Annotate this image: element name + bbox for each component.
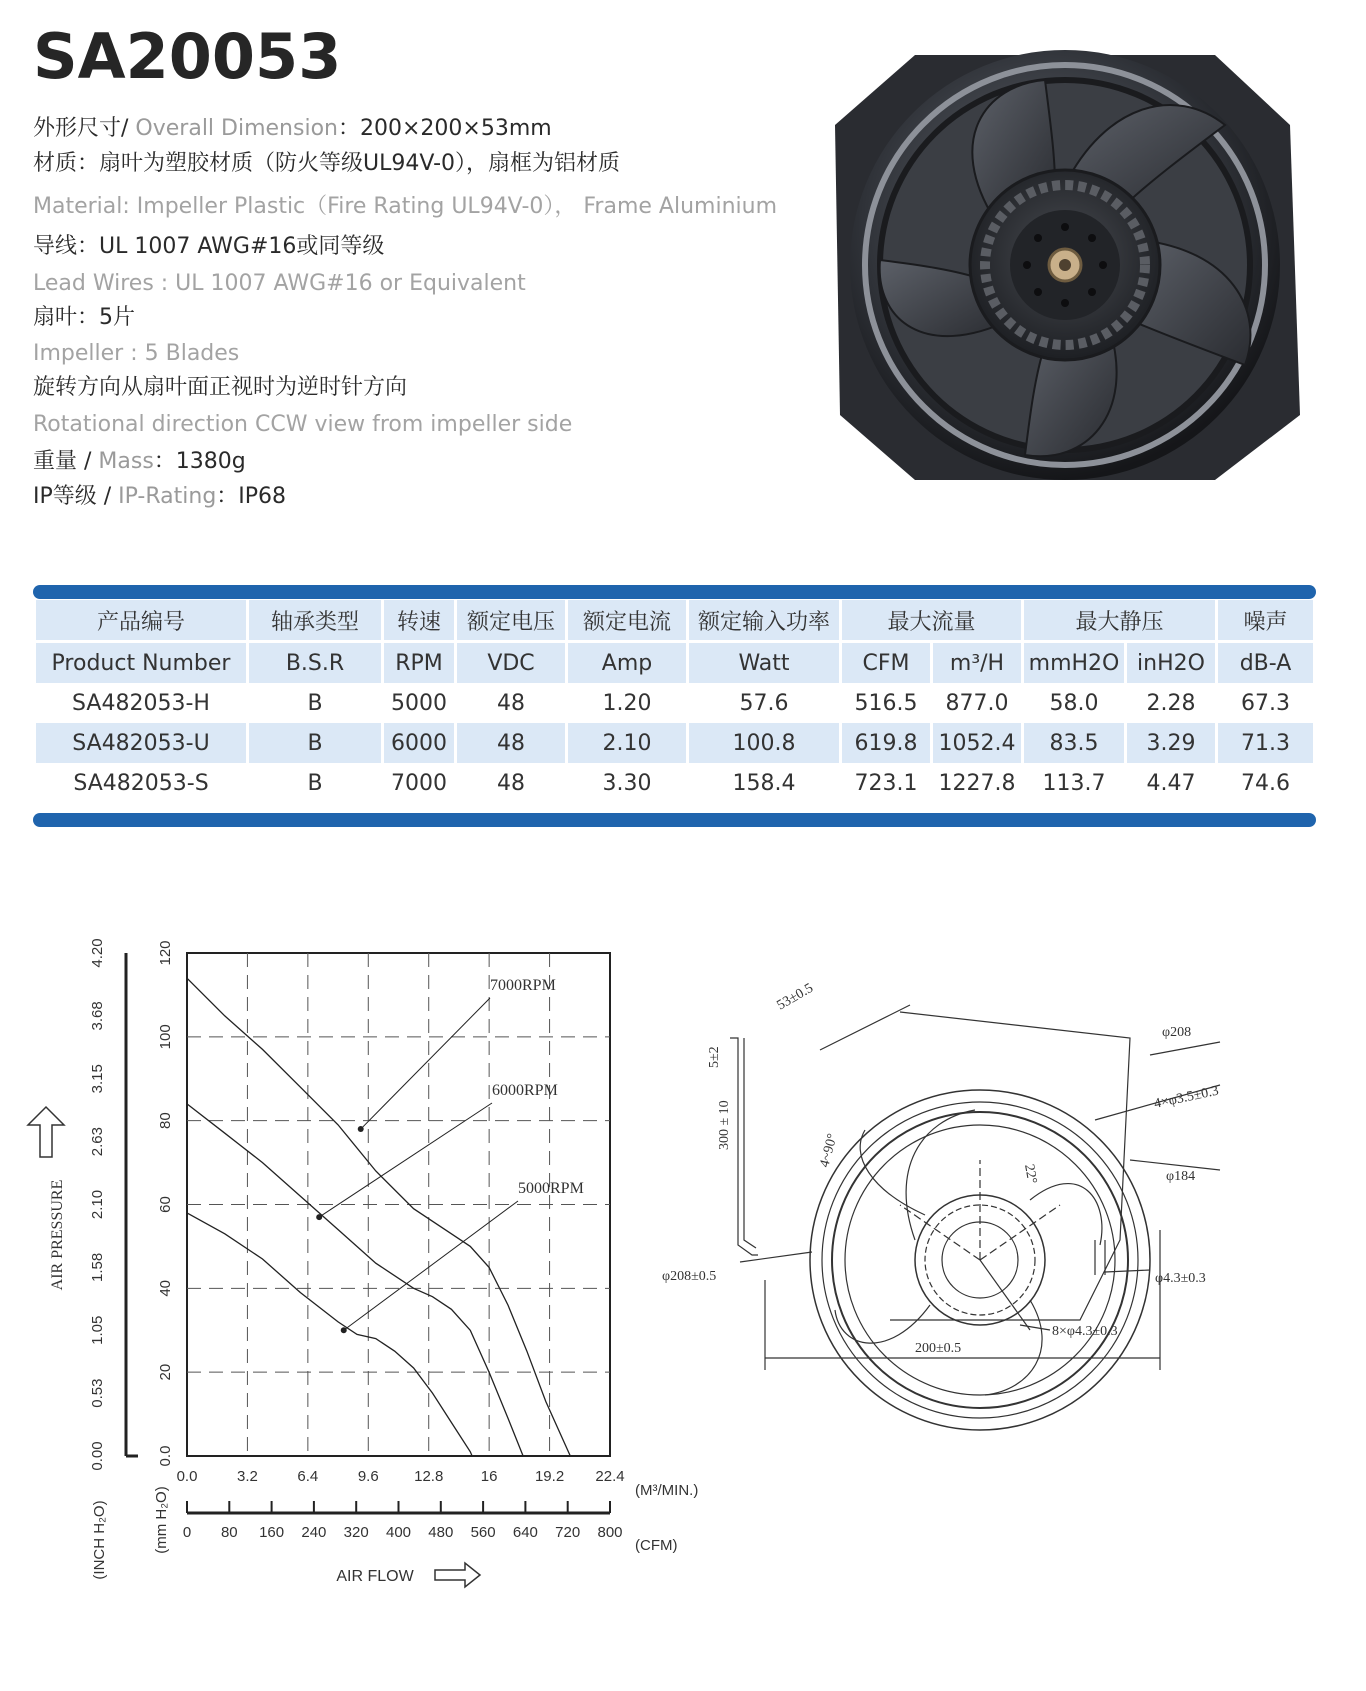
dim-label: 4~90° bbox=[817, 1132, 841, 1170]
cfm-tick-label: 400 bbox=[385, 1524, 412, 1541]
series-leader bbox=[361, 998, 490, 1129]
cell: SA482053-H bbox=[72, 690, 210, 716]
cell: 2.10 bbox=[568, 723, 686, 763]
dim-label: 4×φ3.5±0.3 bbox=[1152, 1083, 1221, 1112]
material-en: Material: Impeller Plastic（Fire Rating UL94V-0）， Frame Aluminium bbox=[33, 194, 777, 219]
cell: 113.7 bbox=[1042, 770, 1106, 796]
lead-en: Lead Wires : UL 1007 AWG#16 or Equivalent bbox=[33, 271, 526, 296]
cell: 3.29 bbox=[1127, 723, 1215, 763]
model-title: SA20053 bbox=[33, 20, 342, 93]
pressure-arrow-icon bbox=[28, 1107, 64, 1157]
mm-tick-label: 100 bbox=[157, 1024, 174, 1050]
dim-label: 300 ± 10 bbox=[717, 1100, 732, 1150]
inch-tick-label: 0.53 bbox=[89, 1378, 106, 1408]
cell: 6000 bbox=[384, 723, 454, 763]
x-tick-label: 12.8 bbox=[414, 1468, 444, 1485]
cell: 74.6 bbox=[1241, 770, 1290, 796]
dim-label: 53±0.5 bbox=[774, 980, 816, 1014]
series-leader-tip bbox=[341, 1327, 347, 1333]
header-cell: 额定电流 bbox=[568, 600, 686, 640]
header-cell: VDC bbox=[457, 640, 565, 683]
cell: 877.0 bbox=[945, 690, 1009, 716]
cell: B bbox=[307, 770, 323, 796]
cell: SA482053-S bbox=[73, 770, 209, 796]
mm-tick-label: 60 bbox=[157, 1196, 174, 1213]
cell: 71.3 bbox=[1218, 723, 1313, 763]
cell: 516.5 bbox=[854, 690, 918, 716]
x-tick-label: 6.4 bbox=[297, 1468, 319, 1485]
pq-chart bbox=[49, 935, 760, 1625]
cfm-tick-label: 560 bbox=[470, 1524, 496, 1541]
series-leader-tip bbox=[358, 1126, 364, 1132]
x-axis-title: AIR FLOW bbox=[336, 1568, 414, 1585]
cell: 100.8 bbox=[689, 723, 839, 763]
cell: 48 bbox=[497, 770, 525, 796]
inch-tick-label: 3.68 bbox=[89, 1001, 106, 1031]
header-cell: inH2O bbox=[1127, 640, 1215, 683]
cell: B bbox=[249, 723, 381, 763]
cell: 158.4 bbox=[732, 770, 796, 796]
cfm-tick-label: 800 bbox=[597, 1524, 623, 1541]
cell: B bbox=[307, 690, 323, 716]
table-header-cn bbox=[36, 600, 1313, 640]
y-unit-right: (mm H₂O) bbox=[153, 1486, 170, 1554]
cell: 48 bbox=[497, 690, 525, 716]
curve-5000rpm bbox=[187, 1213, 472, 1456]
cell: SA482053-U bbox=[36, 723, 246, 763]
header-cell: 噪声 bbox=[1218, 600, 1313, 640]
header-cell: m³/H bbox=[933, 640, 1021, 683]
airflow-arrow-icon bbox=[435, 1563, 480, 1587]
x-tick-label: 16 bbox=[480, 1468, 498, 1485]
header-cell: CFM bbox=[842, 640, 930, 683]
header-cell: 最大流量 bbox=[842, 600, 1021, 640]
inch-tick-label: 2.10 bbox=[89, 1189, 106, 1220]
rotation-cn: 旋转方向从扇叶面正视时为逆时针方向 bbox=[33, 375, 408, 400]
rotation-en: Rotational direction CCW view from impeller side bbox=[33, 412, 573, 437]
dim-label: 5±2 bbox=[707, 1046, 722, 1068]
series-label: 6000RPM bbox=[492, 1082, 558, 1099]
x-unit-top: (M³/MIN.) bbox=[635, 1482, 699, 1499]
x-tick-label: 0.0 bbox=[176, 1468, 198, 1485]
dim-label: φ208±0.5 bbox=[662, 1269, 717, 1284]
inch-tick-label: 0.00 bbox=[89, 1441, 106, 1471]
dimension-drawing bbox=[662, 980, 1350, 1460]
cell: 1052.4 bbox=[933, 723, 1021, 763]
header-cell: 轴承类型 bbox=[249, 600, 381, 640]
cell: 7000 bbox=[391, 770, 447, 796]
header-cell: Watt bbox=[689, 640, 839, 683]
cell: 57.6 bbox=[739, 690, 789, 716]
dim-label: φ184 bbox=[1166, 1169, 1196, 1184]
inch-tick-label: 3.15 bbox=[89, 1064, 106, 1094]
y-axis-title: AIR PRESSURE bbox=[49, 1179, 66, 1291]
mass-line: 重量 / Mass：1380g bbox=[33, 449, 246, 474]
cell: 48 bbox=[457, 723, 565, 763]
header-cell: 额定输入功率 bbox=[689, 600, 839, 640]
cell: 58.0 bbox=[1049, 690, 1099, 716]
cell: 83.5 bbox=[1024, 723, 1124, 763]
dim-label: 8×φ4.3±0.3 bbox=[1052, 1324, 1118, 1339]
cell: 723.1 bbox=[854, 770, 918, 796]
series-label: 7000RPM bbox=[490, 977, 556, 994]
cfm-tick-label: 320 bbox=[343, 1524, 369, 1541]
table-row bbox=[36, 683, 1313, 723]
series-leader-tip bbox=[316, 1214, 322, 1220]
x-tick-label: 22.4 bbox=[595, 1468, 625, 1485]
cell: 2.28 bbox=[1146, 690, 1196, 716]
cell: 1227.8 bbox=[938, 770, 1016, 796]
material-cn: 材质：扇叶为塑胶材质（防火等级UL94V-0），扇框为铝材质 bbox=[33, 151, 621, 176]
dim-label: φ208 bbox=[1162, 1025, 1192, 1040]
header-cell: B.S.R bbox=[249, 640, 381, 683]
header-cell: 额定电压 bbox=[457, 600, 565, 640]
mm-tick-label: 20 bbox=[157, 1363, 174, 1381]
dimension-line: 外形尺寸/ Overall Dimension：200×200×53mm bbox=[33, 116, 552, 141]
table-row bbox=[36, 723, 1313, 763]
table-header-en bbox=[36, 640, 1313, 683]
inch-tick-label: 2.63 bbox=[89, 1127, 106, 1157]
cfm-tick-label: 240 bbox=[301, 1524, 327, 1541]
cell: 4.47 bbox=[1146, 770, 1196, 796]
header-cell: 转速 bbox=[384, 600, 454, 640]
header-cell: Product Number bbox=[36, 640, 246, 683]
header-cell: Amp bbox=[568, 640, 686, 683]
impeller-cn: 扇叶：5片 bbox=[33, 305, 135, 330]
cfm-tick-label: 160 bbox=[259, 1524, 285, 1541]
mm-tick-label: 0.0 bbox=[157, 1445, 174, 1467]
impeller-en: Impeller : 5 Blades bbox=[33, 341, 240, 366]
dim-label: φ4.3±0.3 bbox=[1155, 1271, 1206, 1286]
inch-tick-label: 4.20 bbox=[89, 938, 106, 968]
curve-6000rpm bbox=[187, 1104, 523, 1456]
mm-tick-label: 40 bbox=[157, 1279, 174, 1297]
cell: 3.30 bbox=[602, 770, 652, 796]
table-row bbox=[36, 763, 1313, 803]
inch-tick-label: 1.05 bbox=[89, 1315, 106, 1345]
cfm-tick-label: 0 bbox=[182, 1524, 192, 1541]
header-cell: RPM bbox=[384, 640, 454, 683]
curve-7000rpm bbox=[187, 978, 570, 1456]
ip-line: IP等级 / IP-Rating：IP68 bbox=[33, 484, 287, 509]
mm-tick-label: 120 bbox=[157, 940, 174, 966]
cfm-tick-label: 80 bbox=[220, 1524, 238, 1541]
table-top-bar bbox=[33, 585, 1316, 599]
cfm-tick-label: 720 bbox=[555, 1524, 581, 1541]
mm-tick-label: 80 bbox=[157, 1112, 174, 1130]
dim-label: 200±0.5 bbox=[915, 1341, 962, 1356]
table-bottom-bar bbox=[33, 813, 1316, 827]
header-cell: mmH2O bbox=[1024, 640, 1124, 683]
header-cell: 最大静压 bbox=[1024, 600, 1215, 640]
dim-label: 22° bbox=[1021, 1163, 1040, 1186]
series-label: 5000RPM bbox=[518, 1180, 584, 1197]
cell: 67.3 bbox=[1241, 690, 1290, 716]
x-tick-label: 9.6 bbox=[357, 1468, 379, 1485]
y-unit-left: (INCH H₂O) bbox=[91, 1500, 108, 1580]
spec-table bbox=[33, 600, 1316, 803]
inch-tick-label: 1.58 bbox=[89, 1252, 106, 1282]
header-cell: 产品编号 bbox=[36, 600, 246, 640]
x-unit-bottom: (CFM) bbox=[635, 1537, 678, 1554]
fan-photo bbox=[820, 35, 1340, 495]
x-tick-label: 19.2 bbox=[534, 1468, 565, 1485]
lead-cn: 导线：UL 1007 AWG#16或同等级 bbox=[33, 234, 385, 259]
x-tick-label: 3.2 bbox=[236, 1468, 258, 1485]
cell: 619.8 bbox=[842, 723, 930, 763]
cfm-tick-label: 480 bbox=[428, 1524, 454, 1541]
cell: 5000 bbox=[391, 690, 447, 716]
cell: 1.20 bbox=[602, 690, 652, 716]
header-cell: dB-A bbox=[1218, 640, 1313, 683]
cfm-tick-label: 640 bbox=[512, 1524, 538, 1541]
